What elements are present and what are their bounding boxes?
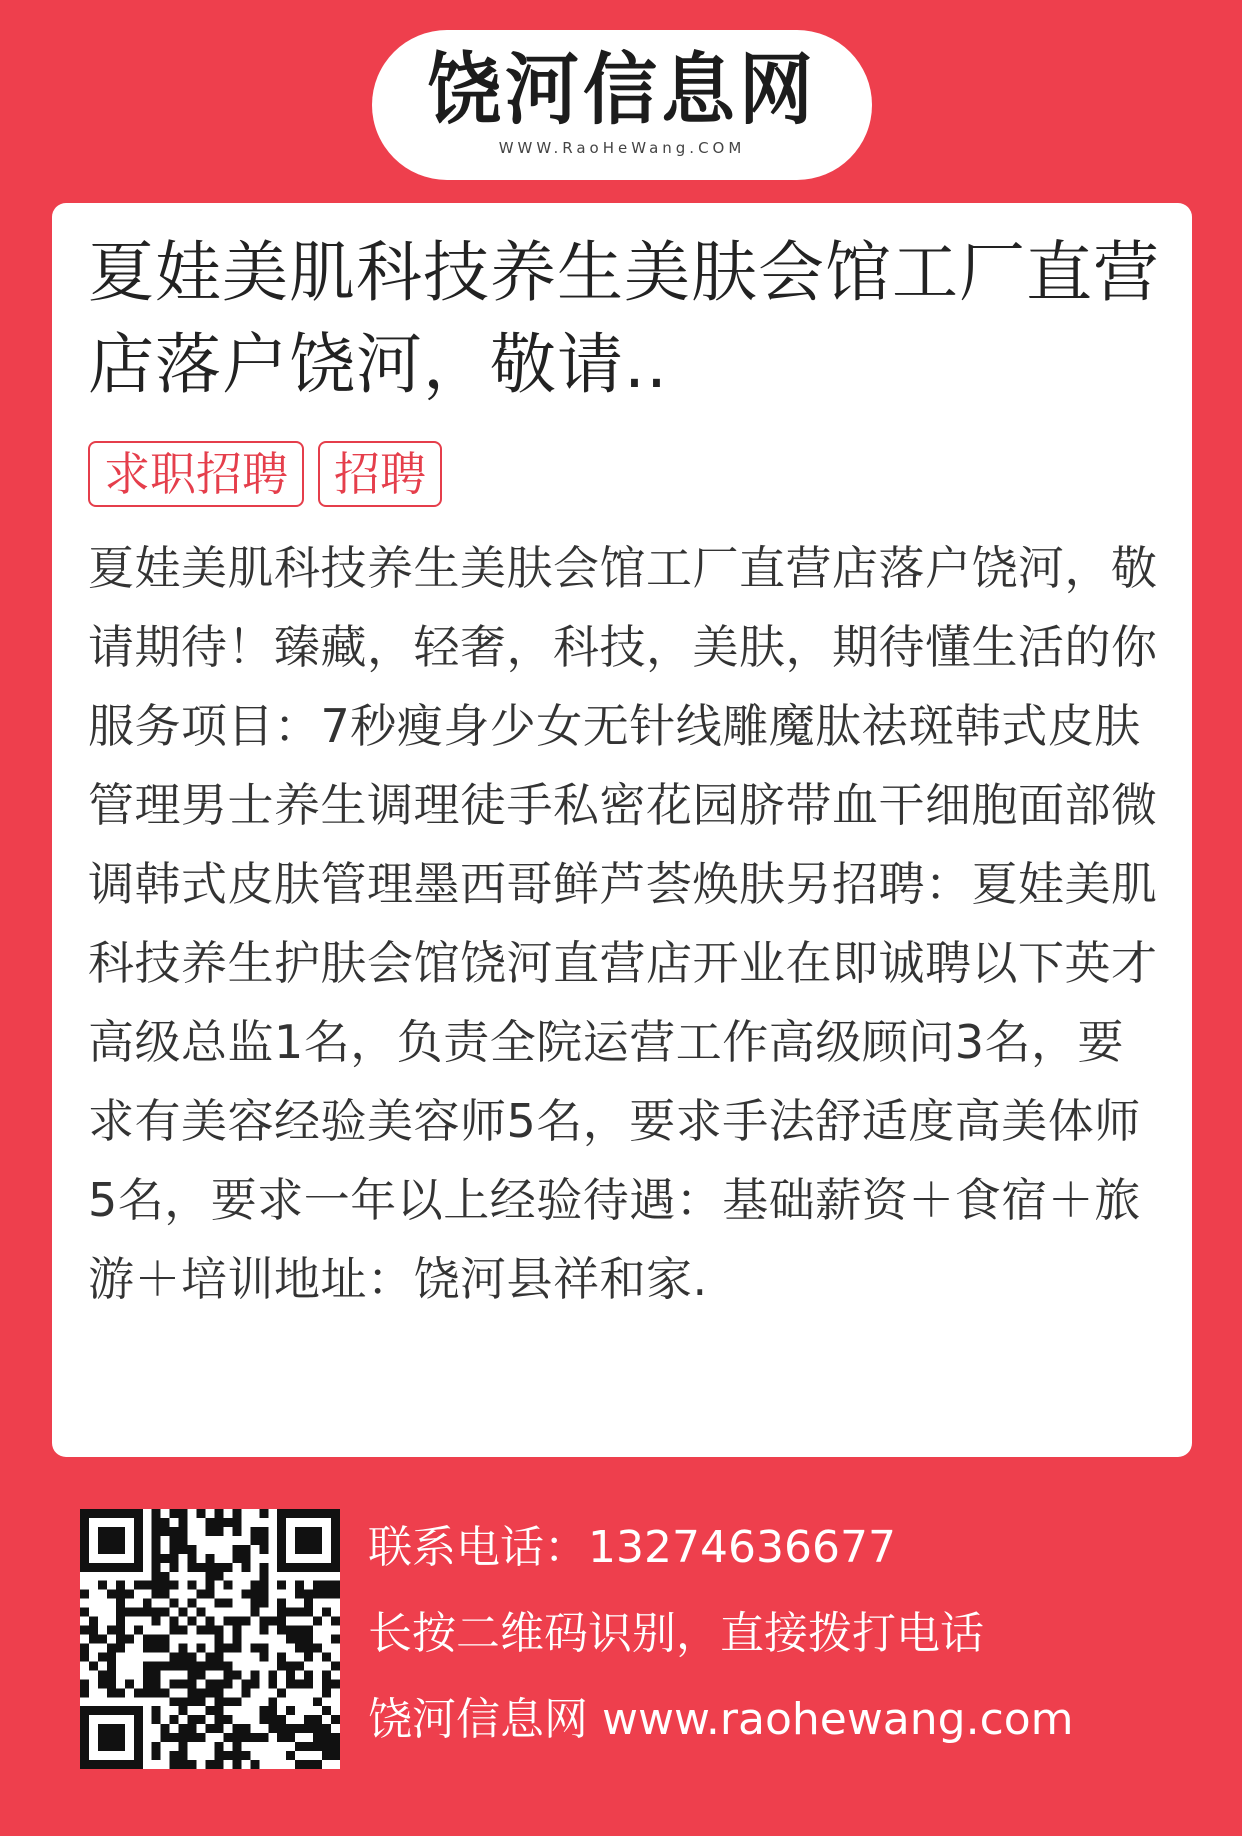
post-card — [52, 203, 1192, 1457]
tag-list — [88, 441, 1160, 507]
site-logo — [372, 30, 872, 180]
tag-recruit[interactable]: 招聘 — [318, 441, 442, 507]
scan-hint: 长按二维码识别，直接拨打电话 — [368, 1608, 984, 1659]
contact-block — [368, 1505, 1074, 1763]
phone-line[interactable]: 联系电话：13274636677 — [368, 1522, 896, 1573]
post-body: 夏娃美肌科技养生美肤会馆工厂直营店落户饶河，敬请期待！臻藏，轻奢，科技，美肤，期待懂生活的你服务项目：7秒瘦身少女无针线雕魔肽祛斑韩式皮肤管理男士养生调理徒手私密花园脐带血干细胞面部微调韩式皮肤管理墨西哥鲜芦荟焕肤另招聘：夏娃美肌科技养生护肤会馆饶河直营店开业在即诚聘以下英才高级总监1名，负责全院运营工作高级顾问3名，要求有美容经验美容师5名，要求手法舒适度高美体师5名，要求一年以上经验待遇：基础薪资＋食宿＋旅游＋培训地址：饶河县祥和家. — [88, 541, 1158, 1306]
tag-job-recruit[interactable]: 求职招聘 — [88, 441, 304, 507]
logo-name: 饶河信息网 — [427, 44, 817, 136]
logo-url: WWW.RaoHeWang.COM — [498, 139, 746, 157]
qr-code-icon[interactable] — [80, 1509, 340, 1769]
post-title: 夏娃美肌科技养生美肤会馆工厂直营店落户饶河，敬请.. — [88, 234, 1160, 403]
site-line[interactable]: 饶河信息网 www.raohewang.com — [368, 1694, 1074, 1745]
